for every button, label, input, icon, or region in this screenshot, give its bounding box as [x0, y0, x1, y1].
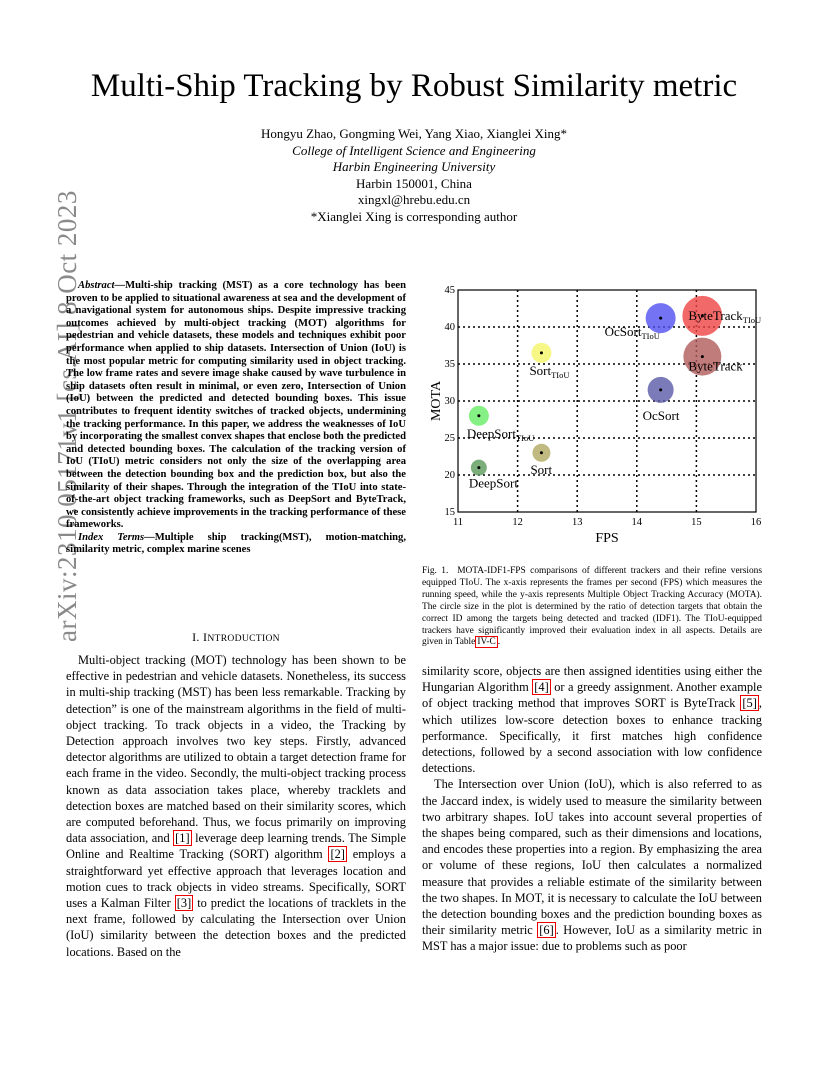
- abstract-lead: Abstract: [78, 280, 115, 291]
- author-email: xingxl@hrebu.edu.cn: [357, 192, 471, 207]
- y-tick-label: 25: [444, 433, 455, 444]
- point-label: [469, 476, 518, 491]
- y-tick-label: 35: [444, 359, 455, 370]
- body-text: . However, IoU as a similarity metric in MST has a major issue: due to problems such as poor: [422, 923, 763, 954]
- data-point-center: [659, 388, 662, 391]
- body-text: or a greedy assignment. Another example of object tracking method that improves SORT is ByteTrack: [422, 680, 762, 711]
- citation-link[interactable]: [3]: [176, 896, 192, 911]
- citation-link[interactable]: [2]: [330, 847, 345, 862]
- body-text: The Intersection over Union (IoU), which is also referred to as the Jaccard index, is widely used to measure the similarity between two arbitrary shapes. IoU takes into account several properties of the shapes being compared, such as their dimensions and locations, and encodes these properties into a region. By emphasizing the area or volume of these regions, IoU then calculates a normalized measure that provides a reliable estimate of the similarity between the two shapes. In MOT, it is necessary to calculate the IoU between the detection bounding boxes and the prediction bounding boxes as their similarity metric: [422, 777, 762, 938]
- right-column-body: [422, 663, 762, 955]
- data-point-center: [477, 414, 480, 417]
- author-note: *Xianglei Xing is corresponding author: [310, 208, 518, 224]
- arxiv-stamp: [16, 190, 82, 660]
- arxiv-stamp-text: arXiv:2310.05171v1 [cs.AI] 8 Oct 2023: [52, 190, 82, 642]
- point-label-name: ByteTrack: [688, 358, 743, 374]
- intro-text: employs a straightforward yet effective approach that leverages location and motion cues to track objects in video streams. Specifically, SORT uses a Kalman Filter: [66, 847, 407, 911]
- index-terms-text: —Multiple ship tracking(MST), motion-matching, similarity metric, complex marine scenes: [66, 531, 406, 556]
- scatter-plot: [424, 282, 770, 548]
- data-point-center: [540, 451, 543, 454]
- index-terms-lead: Index Terms: [78, 531, 145, 543]
- citation-link[interactable]: [6]: [539, 923, 554, 938]
- x-tick-label: 15: [691, 517, 702, 528]
- abstract-text: —Multi-ship tracking (MST) as a core technology has been proven to be applied to situational awareness at sea and the development of a navigational system for autonomous ships. Despite impressive tracking outcomes achieved by multi-object tracking (MOT) algorithms for pedestrian and vehicle datasets, these models and techniques exhibit poor performance when applied to ship datasets. Intersection of Union (IoU) is the most popular metric for computing similarity used in object tracking. The low frame rates and severe image shake caused by wave turbulence in ship datasets often result in minimal, or even zero, Intersection of Union (IoU) between the predicted and detected bounding boxes. This issue contributes to frequent identity switches of tracked objects, undermining the tracking performance. In this paper, we address the weaknesses of IoU by incorporating the smallest convex shapes that enclose both the predicted and detected bounding boxes. The calculation of the tracking version of IoU (TIoU) metric considers not only the size of the overlapping area between the detection bounding box and the prediction box, but also the similarity of their shapes. Through the integration of the TIoU into state-of-the-art object tracking frameworks, such as DeepSort and ByteTrack, we consistently achieve improvements in the tracking performance of these frameworks.: [66, 280, 406, 531]
- body-text: similarity score, objects are then assigned identities using either the Hungarian Algorithm: [422, 664, 762, 695]
- point-label-name: OcSort: [642, 407, 680, 423]
- point-label: [530, 462, 552, 477]
- paper-title: Multi-Ship Tracking by Robust Similarity metric: [90, 68, 738, 104]
- y-tick-label: 45: [444, 285, 455, 296]
- data-point-center: [659, 317, 662, 320]
- y-tick-label: 20: [444, 470, 455, 481]
- point-label-name: DeepSort: [468, 475, 518, 491]
- point-label: [467, 426, 535, 443]
- y-tick-label: 30: [444, 396, 455, 407]
- caption-end: .: [497, 637, 501, 648]
- x-tick-label: 13: [571, 517, 583, 528]
- author-city: Harbin 150001, China: [356, 175, 472, 191]
- point-label-name: ByteTrack: [688, 307, 743, 323]
- point-label-subscript: TIoU: [742, 314, 762, 325]
- section-title-rest: NTRODUCTION: [207, 633, 280, 644]
- point-label: [529, 363, 569, 380]
- section-number: I.: [192, 630, 200, 644]
- x-tick-label: 14: [631, 517, 643, 528]
- author-block: [0, 126, 828, 225]
- figure-caption: [422, 566, 762, 649]
- author-university: Harbin Engineering University: [332, 159, 496, 174]
- author-college: College of Intelligent Science and Engineering: [292, 142, 536, 158]
- citation-link[interactable]: [5]: [742, 696, 757, 711]
- body-text: , which utilizes low-score detection boxes to enhance tracking performance. Specifically, it first matches high confidence detections, followed by a second association with low confidence detections.: [422, 696, 762, 776]
- y-tick-label: 15: [444, 507, 455, 518]
- point-label-name: Sort: [529, 362, 552, 378]
- point-label: [688, 359, 743, 374]
- x-tick-label: 11: [452, 517, 464, 528]
- point-label-name: Sort: [530, 461, 553, 477]
- citation-link[interactable]: [4]: [534, 680, 549, 695]
- data-point-center: [540, 351, 543, 354]
- point-label-subscript: TIoU: [641, 331, 660, 342]
- data-point-center: [477, 466, 480, 469]
- point-label-name: DeepSort: [466, 425, 516, 441]
- point-label-subscript: TIoU: [515, 432, 535, 443]
- section-title-cap: I: [203, 630, 208, 644]
- figure-1-chart: [424, 282, 770, 548]
- intro-text: Multi-object tracking (MOT) technology has been shown to be effective in pedestrian and vehicle datasets. Nonetheless, its success in multi-ship tracking (MST) has been less remarkable. Tracking by detection” is one of the mainstream algorithms in the field of multi-object tracking. To track objects in a video, the Tracking by Detection approach involves two key steps. Firstly, advanced detector algorithms are utilized to obtain a target detection frame for each frame in the video. Secondly, the multi-object tracking process known as data association takes place, whereby tracklets and detection boxes are matched based on their similarity scores, which are computed beforehand. Thus, we focus primarily on improving data association, and: [66, 653, 406, 846]
- section-heading-introduction: [66, 630, 406, 645]
- x-tick-label: 12: [512, 517, 523, 528]
- intro-text: to predict the locations of tracklets in the next frame, followed by calculating the Intersection over Union (IoU) similarity between the detection boxes and the predicted locations. Based on the: [66, 896, 406, 959]
- table-link[interactable]: IV-C: [477, 637, 496, 648]
- citation-link[interactable]: [1]: [175, 831, 190, 846]
- y-tick-label: 40: [444, 322, 455, 333]
- point-label-name: OcSort: [604, 324, 642, 340]
- x-tick-label: 16: [750, 517, 762, 528]
- caption-lead: Fig. 1.: [422, 566, 449, 576]
- intro-text: leverage deep learning trends. The Simple Online and Realtime Tracking (SORT) algorithm: [66, 831, 406, 862]
- author-names: Hongyu Zhao, Gongming Wei, Yang Xiao, Xianglei Xing*: [261, 126, 567, 141]
- point-label: [688, 308, 761, 325]
- x-axis-label: FPS: [595, 531, 619, 546]
- y-axis-label: MOTA: [429, 380, 444, 422]
- intro-body: [66, 652, 406, 960]
- point-label: [643, 408, 680, 423]
- abstract: [66, 280, 406, 557]
- caption-text: MOTA-IDF1-FPS comparisons of different trackers and their refine versions equipped TIoU. The x-axis represents the frames per second (FPS) which measures the running speed, while the y-axis represents Multiple Object Tracking Accuracy (MOTA). The circle size in the plot is determined by the ratio of detection targets that obtain the correct ID among the targets being detected and tracked (IDF1). The TIoU-equipped trackers have significantly improved their evaluation index in all aspects. Details are given in Table: [422, 566, 762, 648]
- point-label-subscript: TIoU: [551, 369, 570, 380]
